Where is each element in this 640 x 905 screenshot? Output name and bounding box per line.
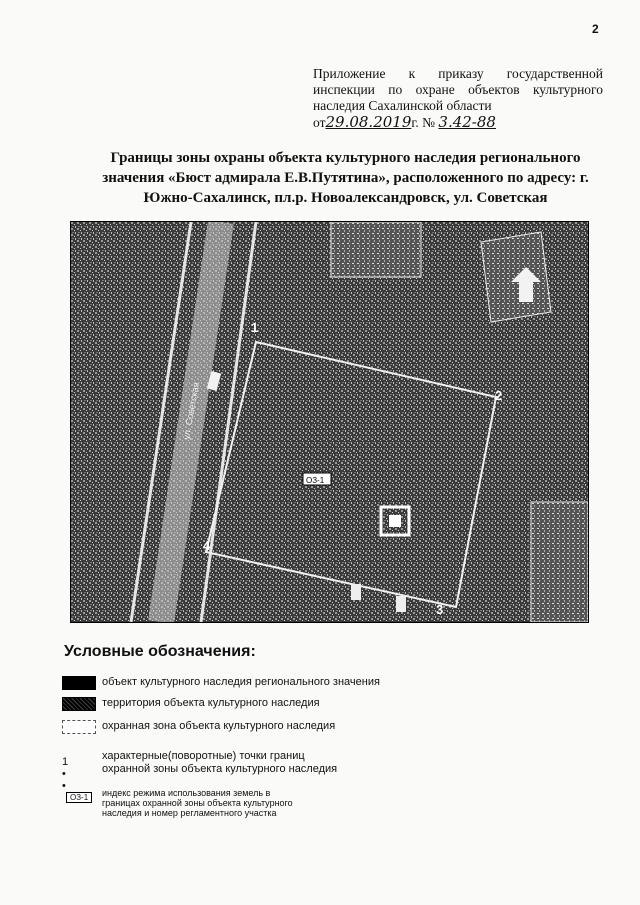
appendix-line-1: Приложение к приказу государственной [313,66,603,81]
legend-index-line-1: индекс режима использования земель в [102,788,271,798]
map-zone-label: ОЗ-1 [306,476,325,485]
legend-label-territory: территория объекта культурного наследия [102,697,320,709]
date-prefix: от [313,115,326,130]
aerial-map [70,221,589,623]
document-title: Границы зоны охраны объекта культурного наследия регионального значения «Бюст адмирала Е.В.Путятина», расположенного по адресу: г. Южно-Сахалинск, пл.р. Новоалександровск, ул. Советская [102,150,589,206]
map-point-3: 3 [436,602,444,617]
map-point-4: 4 [203,538,211,553]
legend-title: Условные обозначения: [64,643,256,660]
legend-label-object: объект культурного наследия регионального значения [102,676,380,688]
map-point-2: 2 [495,388,503,403]
legend-label-zone: охранная зона объекта культурного наследия [102,720,336,732]
map-point-1: 1 [251,320,259,335]
legend-index-box: ОЗ-1 [66,792,92,803]
page-number: 2 [592,22,599,36]
legend-points-line-2: охранной зоны объекта культурного наследия [102,763,338,775]
appendix-header [313,66,603,131]
handwritten-date: 29.08.2019 [325,113,412,131]
handwritten-number: 3.42-88 [438,113,496,131]
legend-index-line-2: границах охранной зоны объекта культурного [102,798,293,808]
date-suffix: г. № [411,115,436,130]
appendix-date-line [313,114,603,131]
legend-index-line-3: наследия и номер регламентного участка [102,808,277,818]
legend-points-symbol: 1 • • [62,756,69,792]
legend-swatch-zone [62,720,96,734]
map-street-label: ул. Советская [181,381,202,441]
appendix-line-2: инспекции по охране объектов культурного [313,82,603,97]
legend-points-line-1: характерные(поворотные) точки границ [102,750,305,762]
legend-swatch-territory [62,697,96,711]
legend-swatch-object [62,676,96,690]
appendix-line-3: наследия Сахалинской области [313,98,492,113]
map-svg [71,222,588,622]
